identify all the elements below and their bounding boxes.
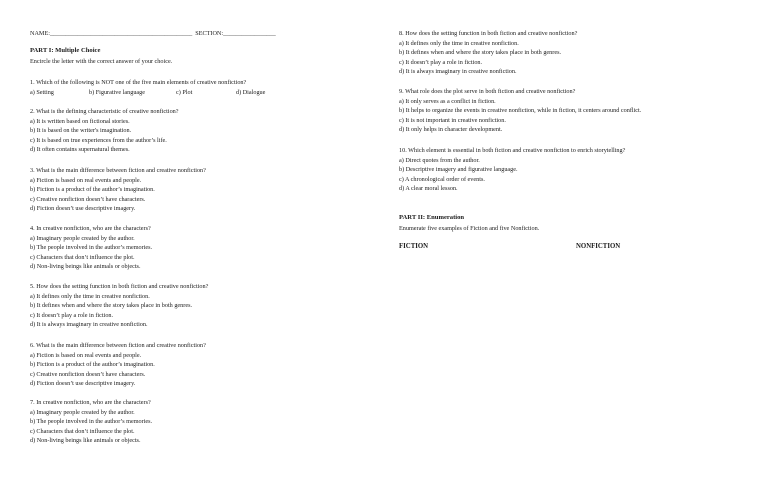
- question-stem: 5. How does the setting function in both fiction and creative nonfiction?: [30, 283, 209, 290]
- part1-title: PART I: Multiple Choice: [30, 47, 101, 54]
- option-b[interactable]: b) Fiction is a product of the author’s imagination.: [30, 186, 155, 194]
- question-4: [30, 224, 152, 272]
- option-d[interactable]: d) It is always imaginary in creative nonfiction.: [399, 68, 517, 76]
- question-10: [399, 146, 625, 194]
- option-a[interactable]: a) Imaginary people created by the author.: [30, 408, 135, 416]
- option-c[interactable]: c) It is not important in creative nonfiction.: [399, 116, 506, 124]
- section-label: SECTION:: [195, 30, 224, 37]
- fiction-column-header: FICTION: [399, 243, 429, 250]
- question-stem: 8. How does the setting function in both fiction and creative nonfiction?: [399, 30, 578, 37]
- option-a[interactable]: a) Fiction is based on real events and people.: [30, 176, 142, 184]
- question-stem: 9. What role does the plot serve in both fiction and creative nonfiction?: [399, 88, 576, 95]
- option-d[interactable]: d) Dialogue: [236, 88, 266, 96]
- option-b[interactable]: b) Descriptive imagery and figurative language.: [399, 166, 518, 174]
- name-label: NAME:: [30, 30, 50, 37]
- option-c[interactable]: c) Plot: [176, 88, 193, 96]
- question-8: [399, 29, 577, 77]
- option-a[interactable]: a) Setting: [30, 88, 54, 96]
- question-9: [399, 87, 641, 135]
- part1-instruction: Encircle the letter with the correct answer of your choice.: [30, 58, 173, 65]
- option-a[interactable]: a) Imaginary people created by the author.: [30, 234, 135, 242]
- part2-instruction: Enumerate five examples of Fiction and five Nonfiction.: [399, 225, 540, 232]
- option-b[interactable]: b) Fiction is a product of the author’s imagination.: [30, 361, 155, 369]
- question-stem: 7. In creative nonfiction, who are the characters?: [30, 399, 151, 406]
- option-d[interactable]: d) Non-living beings like animals or objects.: [30, 437, 141, 445]
- option-c[interactable]: c) A chronological order of events.: [399, 175, 485, 183]
- option-c[interactable]: c) It is based on true experiences from the author’s life.: [30, 136, 167, 144]
- question-5: [30, 282, 208, 330]
- option-d[interactable]: d) It often contains supernatural themes.: [30, 146, 130, 154]
- question-stem: 1. Which of the following is NOT one of the five main elements of creative nonfiction?: [30, 79, 247, 86]
- option-c[interactable]: c) It doesn’t play a role in fiction.: [399, 58, 483, 66]
- option-d[interactable]: d) Fiction doesn’t use descriptive imagery.: [30, 380, 136, 388]
- question-3: [30, 166, 206, 214]
- option-a[interactable]: a) Fiction is based on real events and people.: [30, 351, 142, 359]
- option-a[interactable]: a) Direct quotes from the author.: [399, 156, 480, 164]
- question-stem: 3. What is the main difference between fiction and creative nonfiction?: [30, 167, 206, 174]
- option-a[interactable]: a) It is written based on fictional stories.: [30, 117, 130, 125]
- option-c[interactable]: c) Creative nonfiction doesn’t have characters.: [30, 195, 146, 203]
- question-stem: 4. In creative nonfiction, who are the characters?: [30, 225, 151, 232]
- option-b[interactable]: b) Figurative language: [89, 88, 146, 96]
- option-d[interactable]: d) It only helps in character development.: [399, 126, 503, 134]
- name-section-header: [30, 29, 276, 39]
- option-b[interactable]: b) The people involved in the author’s memories.: [30, 244, 153, 252]
- part2-title: PART II: Enumeration: [399, 214, 465, 221]
- question-1: [30, 78, 265, 97]
- option-b[interactable]: b) It defines when and where the story takes place in both genres.: [399, 49, 562, 57]
- option-b[interactable]: b) It helps to organize the events in creative nonfiction, while in fiction, it centers around conflict.: [399, 107, 642, 115]
- option-a[interactable]: a) It only serves as a conflict in fiction.: [399, 97, 496, 105]
- question-options-inline: [30, 88, 265, 98]
- question-stem: 10. Which element is essential in both fiction and creative nonfiction to enrich storytelling?: [399, 147, 626, 154]
- option-c[interactable]: c) Creative nonfiction doesn’t have characters.: [30, 370, 146, 378]
- question-stem: 2. What is the defining characteristic of creative nonfiction?: [30, 108, 179, 115]
- name-blank[interactable]: ______________________________________________: [49, 30, 193, 37]
- option-c[interactable]: c) It doesn’t play a role in fiction.: [30, 311, 114, 319]
- option-c[interactable]: c) Characters that don’t influence the plot.: [30, 253, 135, 261]
- option-d[interactable]: d) Non-living beings like animals or objects.: [30, 263, 141, 271]
- question-2: [30, 107, 179, 155]
- option-c[interactable]: c) Characters that don’t influence the plot.: [30, 427, 135, 435]
- option-d[interactable]: d) A clear moral lesson.: [399, 185, 458, 193]
- option-d[interactable]: d) Fiction doesn’t use descriptive imagery.: [30, 205, 136, 213]
- question-7: [30, 398, 152, 446]
- option-b[interactable]: b) It is based on the writer's imagination.: [30, 127, 132, 135]
- option-b[interactable]: b) It defines when and where the story takes place in both genres.: [30, 302, 193, 310]
- option-a[interactable]: a) It defines only the time in creative nonfiction.: [30, 292, 150, 300]
- option-a[interactable]: a) It defines only the time in creative nonfiction.: [399, 39, 519, 47]
- section-blank[interactable]: _________________: [223, 30, 276, 37]
- question-stem: 6. What is the main difference between fiction and creative nonfiction?: [30, 342, 206, 349]
- option-b[interactable]: b) The people involved in the author’s memories.: [30, 418, 153, 426]
- option-d[interactable]: d) It is always imaginary in creative nonfiction.: [30, 321, 148, 329]
- question-6: [30, 341, 206, 389]
- nonfiction-column-header: NONFICTION: [576, 243, 621, 250]
